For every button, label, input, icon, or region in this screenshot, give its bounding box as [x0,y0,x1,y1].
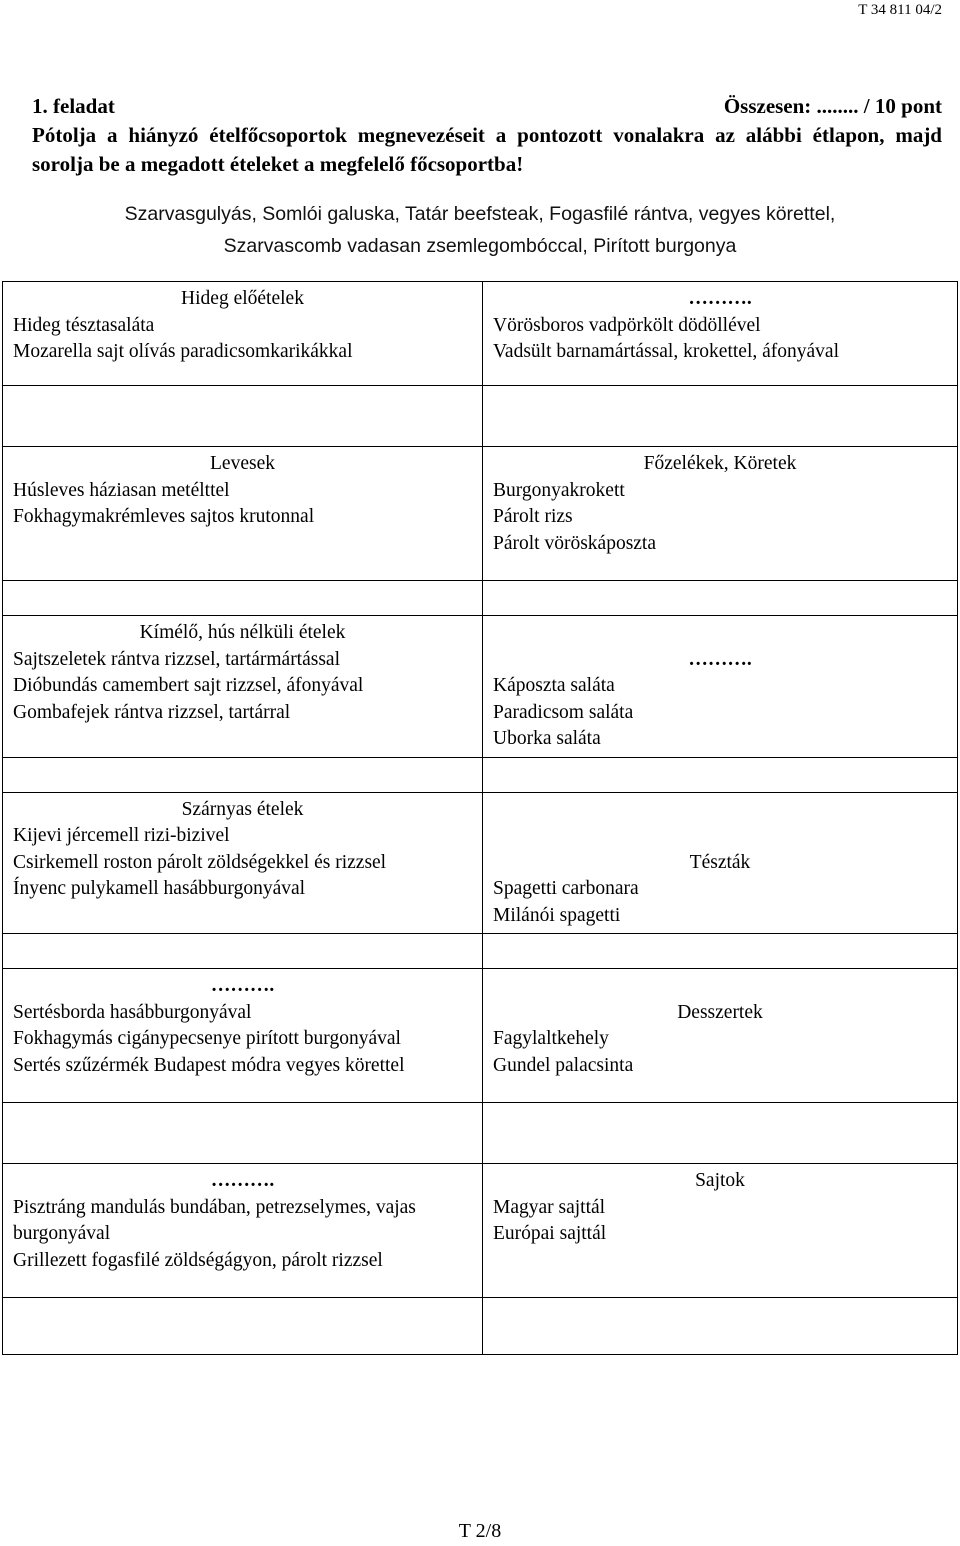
dish-item: Fagylaltkehely [493,1028,609,1049]
dish-item: Hideg tésztasaláta [13,314,155,336]
dish-item: Párolt vöröskáposzta [493,532,657,554]
menu-gap-row [3,934,958,969]
menu-cell-right [483,792,958,934]
menu-gap-row [3,386,958,447]
dish-item: Uborka saláta [493,728,601,749]
menu-gap-cell [483,757,958,792]
category-heading: Desszertek [677,1001,763,1023]
menu-cell-right [483,447,958,581]
category-blank[interactable]: ………. [688,648,752,670]
dish-item: Európai sajttál [493,1223,607,1244]
dish-item: Sertés szűzérmék Budapest módra vegyes körettel [13,1054,405,1076]
dish-item: Magyar sajttál [493,1196,606,1218]
menu-table [2,281,958,1355]
blank-line [493,973,947,1000]
dish-item: Fokhagymás cigánypecsenye pirított burgonyával [13,1028,401,1049]
menu-cell-right [483,969,958,1103]
category-heading: Levesek [210,453,275,474]
menu-gap-row [3,1103,958,1164]
category-heading: Hideg előételek [181,288,304,309]
dish-item: Gundel palacsinta [493,1054,634,1076]
menu-gap-cell [3,581,483,616]
menu-gap-row [3,1298,958,1355]
menu-row [3,1164,958,1298]
menu-gap-cell [3,386,483,447]
menu-gap-cell [3,1298,483,1355]
menu-cell-right [483,1164,958,1298]
dish-item: Fokhagymakrémleves sajtos krutonnal [13,506,315,527]
category-blank[interactable]: ………. [210,975,275,996]
blank-line [493,797,947,824]
category-heading: Tészták [689,851,751,873]
page-footer: T 2/8 [458,1520,502,1542]
dish-item: Spagetti carbonara [493,878,639,899]
dish-list-line: Szarvascomb vadasan zsemlegombóccal, Pirított burgonya [223,235,737,257]
menu-cell-left [3,969,483,1103]
menu-gap-cell [483,581,958,616]
dish-item: Kijevi jércemell rizi-bizivel [13,825,230,846]
task-block [32,92,942,179]
dish-item: Milánói spagetti [493,904,621,926]
dish-item: Sajtszeletek rántva rizzsel, tartármártással [13,648,341,670]
menu-cell-left [3,282,483,386]
menu-gap-cell [483,1298,958,1355]
task-total: Összesen: ........ / 10 pont [723,94,942,118]
menu-row [3,282,958,386]
menu-cell-left [3,616,483,758]
category-heading: Kímélő, hús nélküli ételek [139,622,346,643]
category-heading: Szárnyas ételek [181,798,304,820]
dish-item: Ínyenc pulykamell hasábburgonyával [13,878,306,899]
blank-line [493,823,947,850]
dish-item: Paradicsom saláta [493,701,634,723]
menu-row [3,969,958,1103]
dish-item: Gombafejek rántva rizzsel, tartárral [13,701,291,723]
menu-gap-cell [3,1103,483,1164]
page-code: T 34 811 04/2 [858,2,942,18]
dish-item: Mozarella sajt olívás paradicsomkarikákkal [13,341,353,362]
dish-item: Dióbundás camembert sajt rizzsel, áfonyával [13,675,364,696]
dish-item: Burgonyakrokett [493,479,625,501]
menu-gap-row [3,581,958,616]
dish-list-line: Szarvasgulyás, Somlói galuska, Tatár beefsteak, Fogasfilé rántva, vegyes körettel, [124,203,836,225]
menu-cell-right [483,616,958,758]
menu-row [3,616,958,758]
menu-gap-cell [483,386,958,447]
menu-cell-left [3,792,483,934]
dish-item: Párolt rizs [493,506,573,527]
menu-cell-left [3,1164,483,1298]
menu-gap-cell [483,934,958,969]
dish-list [40,198,920,262]
dish-item: Vörösboros vadpörkölt dödöllével [493,314,761,336]
dish-item: Húsleves háziasan metélttel [13,479,230,501]
menu-row [3,792,958,934]
dish-item: Pisztráng mandulás bundában, petrezselymes, vajas burgonyával [13,1196,416,1244]
category-blank[interactable]: ………. [688,288,752,309]
menu-gap-cell [483,1103,958,1164]
menu-gap-row [3,757,958,792]
task-number: 1. feladat [32,94,115,118]
dish-item: Káposzta saláta [493,675,615,696]
category-heading: Főzelékek, Köretek [643,453,797,474]
dish-item: Sertésborda hasábburgonyával [13,1001,252,1023]
menu-gap-cell [3,934,483,969]
menu-row [3,447,958,581]
blank-line [493,620,947,647]
task-instruction: Pótolja a hiányzó ételfőcsoportok megnevezéseit a pontozott vonalakra az alábbi étlapon, majd sorolja be a megadott ételeket a megfelelő főcsoportba! [32,123,942,176]
dish-item: Vadsült barnamártással, krokettel, áfonyával [493,341,840,362]
task-header [32,92,942,121]
category-blank[interactable]: ………. [210,1170,275,1191]
menu-cell-right [483,282,958,386]
category-heading: Sajtok [695,1170,745,1191]
dish-item: Grillezett fogasfilé zöldségágyon, párolt rizzsel [13,1249,383,1271]
dish-item: Csirkemell roston párolt zöldségekkel és rizzsel [13,851,387,873]
menu-gap-cell [3,757,483,792]
menu-cell-left [3,447,483,581]
